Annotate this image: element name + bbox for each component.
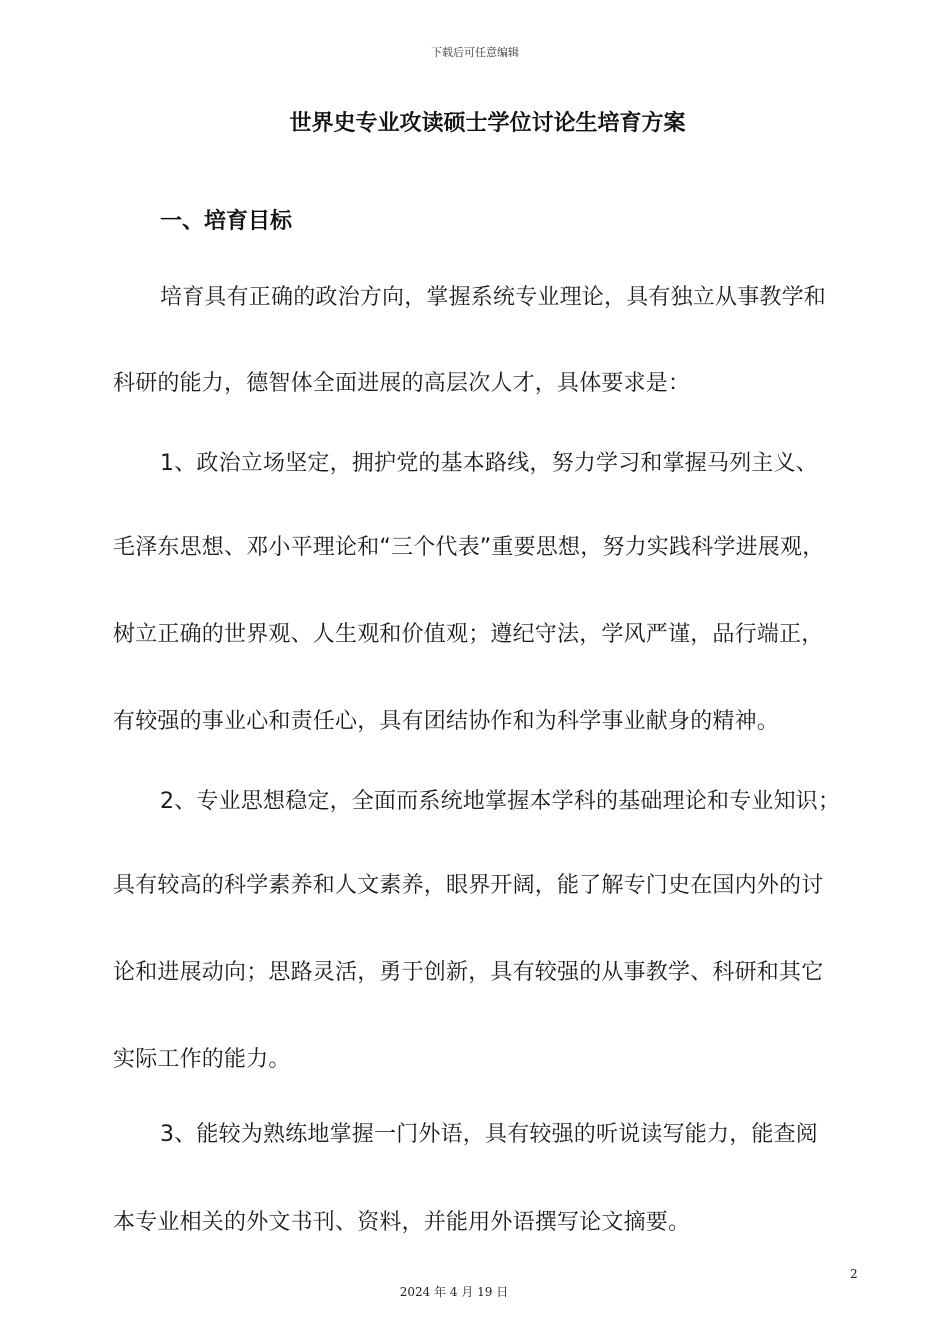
section-heading: 一、培育目标 bbox=[160, 209, 293, 234]
body-line-9: 论和进展动向；思路灵活，勇于创新，具有较强的从事教学、科研和其它 bbox=[113, 960, 824, 985]
body-line-7: 2、专业思想稳定，全面而系统地掌握本学科的基础理论和专业知识； bbox=[160, 789, 841, 814]
header-note: 下载后可任意编辑 bbox=[431, 46, 519, 59]
body-line-2: 科研的能力，德智体全面进展的高层次人才，具体要求是： bbox=[113, 371, 691, 396]
body-line-10: 实际工作的能力。 bbox=[113, 1047, 291, 1072]
body-line-5: 树立正确的世界观、人生观和价值观；遵纪守法，学风严谨，品行端正， bbox=[113, 622, 824, 647]
page-number: 2 bbox=[850, 1267, 858, 1281]
body-line-3: 1、政治立场坚定，拥护党的基本路线，努力学习和掌握马列主义、 bbox=[160, 451, 818, 476]
body-line-12: 本专业相关的外文书刊、资料，并能用外语撰写论文摘要。 bbox=[113, 1210, 691, 1235]
body-line-4: 毛泽东思想、邓小平理论和“三个代表”重要思想，努力实践科学进展观， bbox=[113, 535, 825, 560]
document-title: 世界史专业攻读硕士学位讨论生培育方案 bbox=[289, 111, 686, 136]
footer-date: 2024 年 4 月 19 日 bbox=[399, 1285, 509, 1299]
body-line-11: 3、能较为熟练地掌握一门外语，具有较强的听说读写能力，能查阅 bbox=[160, 1122, 818, 1147]
body-line-1: 培育具有正确的政治方向，掌握系统专业理论，具有独立从事教学和 bbox=[160, 285, 827, 310]
body-line-6: 有较强的事业心和责任心，具有团结协作和为科学事业献身的精神。 bbox=[113, 709, 780, 734]
body-line-8: 具有较高的科学素养和人文素养，眼界开阔，能了解专门史在国内外的讨 bbox=[113, 873, 824, 898]
